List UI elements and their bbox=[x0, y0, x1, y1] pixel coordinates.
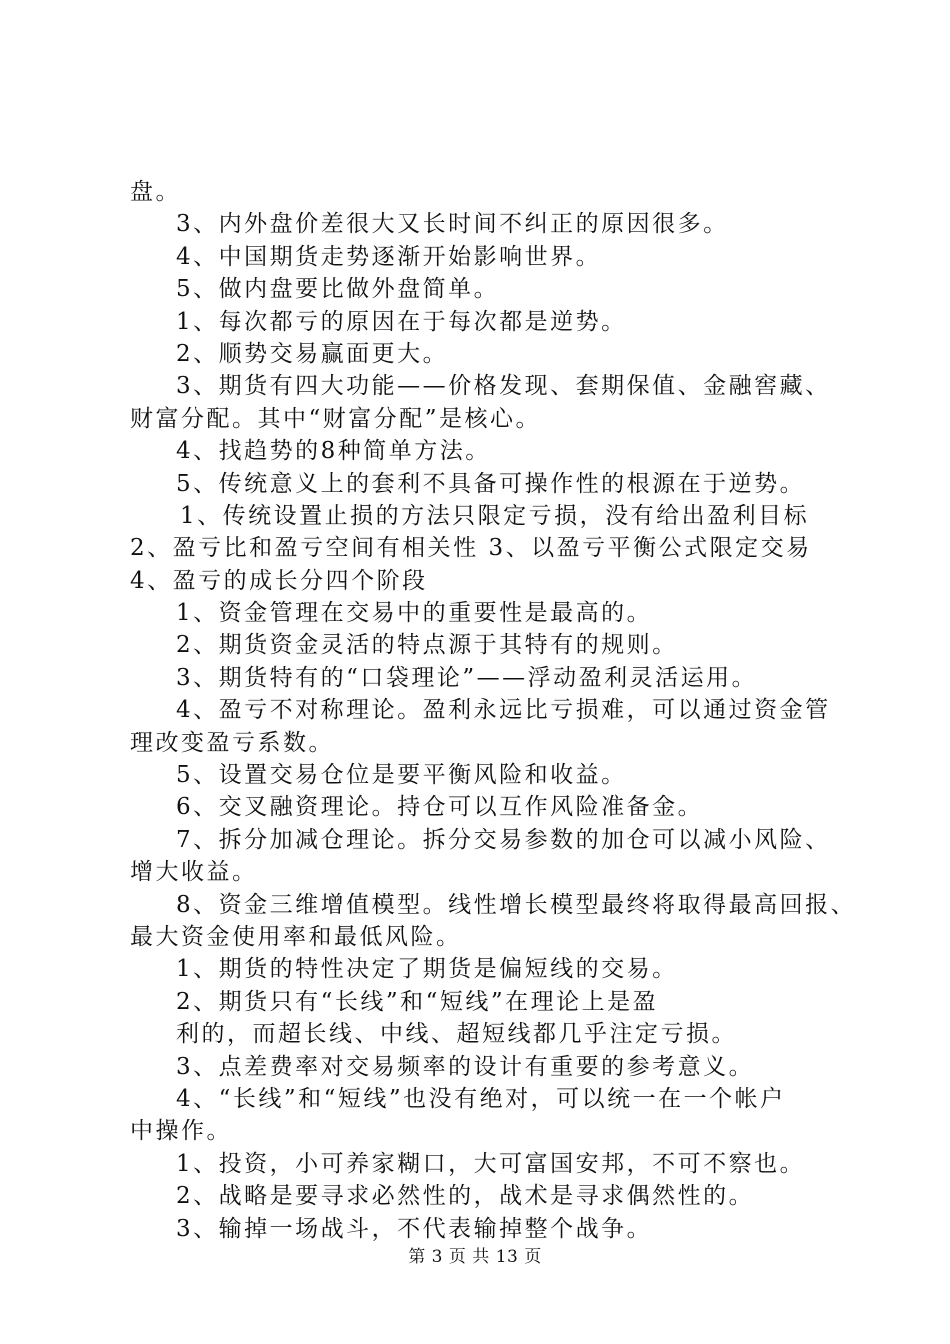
text-line: 6、交叉融资理论。持仓可以互作风险准备金。 bbox=[176, 794, 704, 821]
text-line: 8、资金三维增值模型。线性增长模型最终将取得最高回报、 bbox=[176, 891, 857, 918]
text-line: 财富分配。其中“财富分配”是核心。 bbox=[130, 405, 542, 432]
text-line: 2、期货资金灵活的特点源于其特有的规则。 bbox=[176, 632, 678, 659]
text-line: 3、期货有四大功能——价格发现、套期保值、金融窖藏、 bbox=[176, 373, 831, 400]
text-line: 4、盈亏的成长分四个阶段 bbox=[130, 567, 428, 594]
text-line: 增大收益。 bbox=[130, 859, 258, 886]
text-line: 4、找趋势的8种简单方法。 bbox=[176, 438, 491, 465]
text-line: 最大资金使用率和最低风险。 bbox=[130, 923, 462, 950]
text-line: 中操作。 bbox=[130, 1118, 232, 1145]
text-line: 5、传统意义上的套利不具备可操作性的根源在于逆势。 bbox=[176, 470, 806, 497]
text-line: 3、点差费率对交易频率的设计有重要的参考意义。 bbox=[176, 1053, 755, 1080]
text-line: 盘。 bbox=[130, 179, 181, 205]
text-line: 1、传统设置止损的方法只限定亏损，没有给出盈利目标 bbox=[180, 502, 810, 529]
text-line: 利的，而超长线、中线、超短线都几乎注定亏损。 bbox=[176, 1021, 737, 1048]
text-line: 理改变盈亏系数。 bbox=[130, 729, 334, 756]
text-line: 2、期货只有“长线”和“短线”在理论上是盈 bbox=[176, 988, 659, 1015]
text-line: 2、盈亏比和盈亏空间有相关性 3、以盈亏平衡公式限定交易 bbox=[130, 535, 812, 562]
text-line: 4、中国期货走势逐渐开始影响世界。 bbox=[176, 243, 602, 270]
text-line: 1、期货的特性决定了期货是偏短线的交易。 bbox=[176, 956, 678, 983]
page-footer: 第 3 页 共 13 页 bbox=[408, 1247, 542, 1267]
text-line: 2、顺势交易赢面更大。 bbox=[176, 340, 449, 367]
text-line: 5、做内盘要比做外盘简单。 bbox=[176, 276, 500, 303]
text-line: 2、战略是要寻求必然性的，战术是寻求偶然性的。 bbox=[176, 1183, 755, 1210]
text-line: 7、拆分加减仓理论。拆分交易参数的加仓可以减小风险、 bbox=[176, 826, 831, 853]
text-line: 1、资金管理在交易中的重要性是最高的。 bbox=[176, 600, 653, 627]
text-line: 4、盈亏不对称理论。盈利永远比亏损难，可以通过资金管 bbox=[176, 697, 831, 724]
text-line: 3、内外盘价差很大又长时间不纠正的原因很多。 bbox=[176, 211, 729, 238]
text-line: 3、输掉一场战斗，不代表输掉整个战争。 bbox=[176, 1215, 653, 1242]
text-line: 1、每次都亏的原因在于每次都是逆势。 bbox=[176, 308, 627, 335]
document-body bbox=[130, 176, 857, 1245]
text-line: 3、期货特有的“口袋理论”——浮动盈利灵活运用。 bbox=[176, 664, 758, 691]
text-line: 1、投资，小可养家糊口，大可富国安邦，不可不察也。 bbox=[176, 1150, 806, 1177]
text-line: 5、设置交易仓位是要平衡风险和收益。 bbox=[176, 762, 627, 789]
text-line: 4、“长线”和“短线”也没有绝对，可以统一在一个帐户 bbox=[176, 1085, 786, 1112]
